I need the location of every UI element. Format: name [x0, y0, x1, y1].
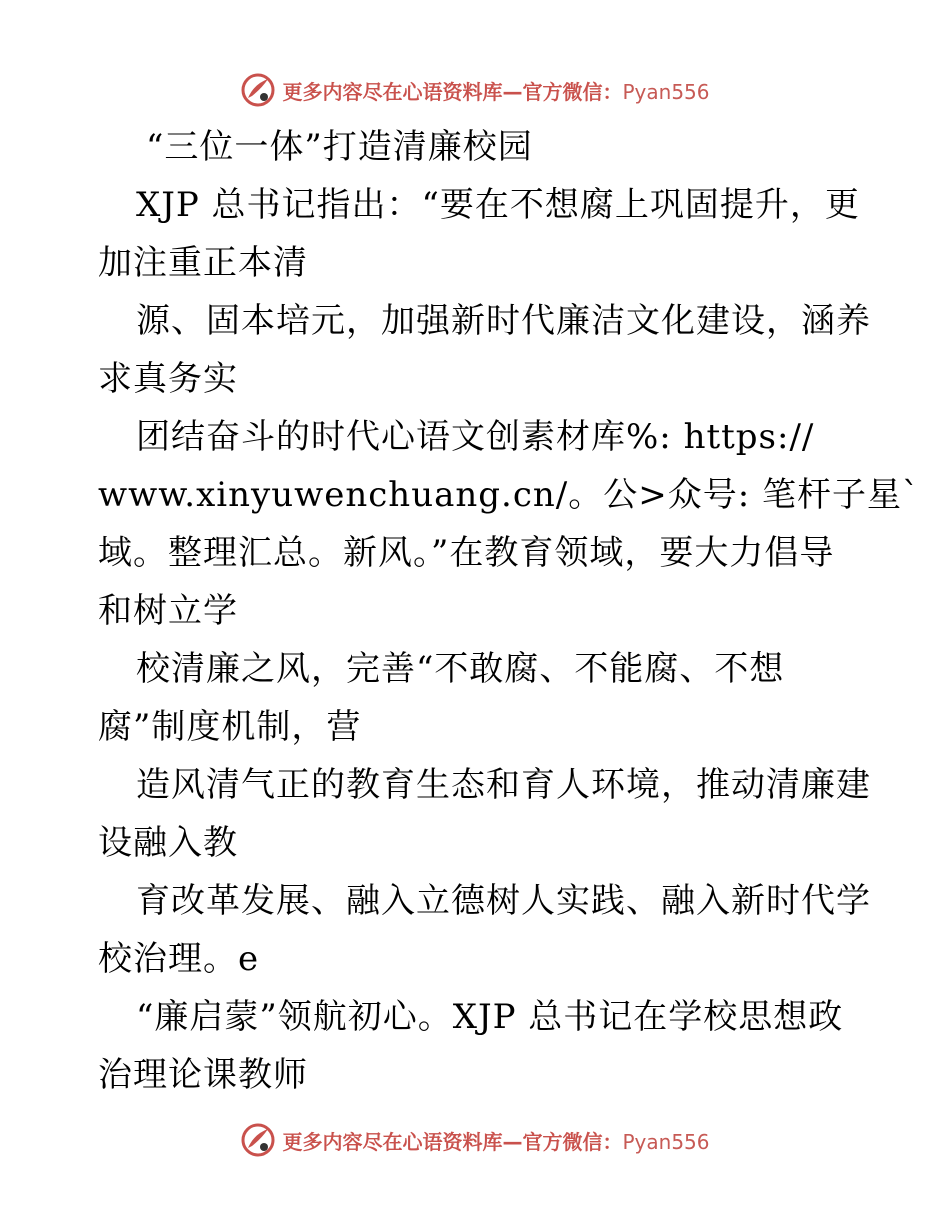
- paragraph-line: 和树立学: [98, 591, 238, 631]
- paragraph-line: “廉启蒙”领航初心。XJP 总书记在学校思想政: [136, 997, 844, 1037]
- paragraph-line: www.xinyuwenchuang.cn/。公>众号: 笔杆子星`: [98, 475, 920, 515]
- paragraph-line: 求真务实: [98, 359, 238, 399]
- paragraph-line: 造风清气正的教育生态和育人环境，推动清廉建: [136, 765, 871, 805]
- paragraph-line: 校清廉之风，完善“不敢腐、不能腐、不想: [136, 649, 785, 689]
- quill-logo-icon: [240, 1122, 276, 1158]
- paragraph-line: 团结奋斗的时代心语文创素材库%: https://: [136, 417, 815, 457]
- paragraph-line: 校治理。e: [98, 939, 260, 979]
- document-title: “三位一体”打造清廉校园: [146, 127, 533, 167]
- watermark-handle: Pyan556: [622, 1129, 710, 1154]
- paragraph-line: 加注重正本清: [98, 243, 308, 283]
- paragraph-line: 育改革发展、融入立德树人实践、融入新时代学: [136, 881, 871, 921]
- watermark-text: 更多内容尽在心语资料库—官方微信：Pyan556: [282, 1129, 710, 1154]
- paragraph-line: 腐”制度机制，营: [98, 707, 362, 747]
- header-watermark: [0, 70, 950, 110]
- paragraph-line: 治理论课教师: [98, 1055, 308, 1095]
- watermark-handle: Pyan556: [622, 79, 710, 104]
- paragraph-line: 源、固本培元，加强新时代廉洁文化建设，涵养: [136, 301, 871, 341]
- watermark-text: 更多内容尽在心语资料库—官方微信：Pyan556: [282, 79, 710, 104]
- paragraph-line: 设融入教: [98, 823, 238, 863]
- footer-watermark: [0, 1120, 950, 1160]
- paragraph-line: XJP 总书记指出：“要在不想腐上巩固提升，更: [136, 185, 860, 225]
- quill-logo-icon: [240, 72, 276, 108]
- paragraph-line: 域。整理汇总。新风。”在教育领域，要大力倡导: [98, 533, 835, 573]
- document-body: [98, 118, 920, 1104]
